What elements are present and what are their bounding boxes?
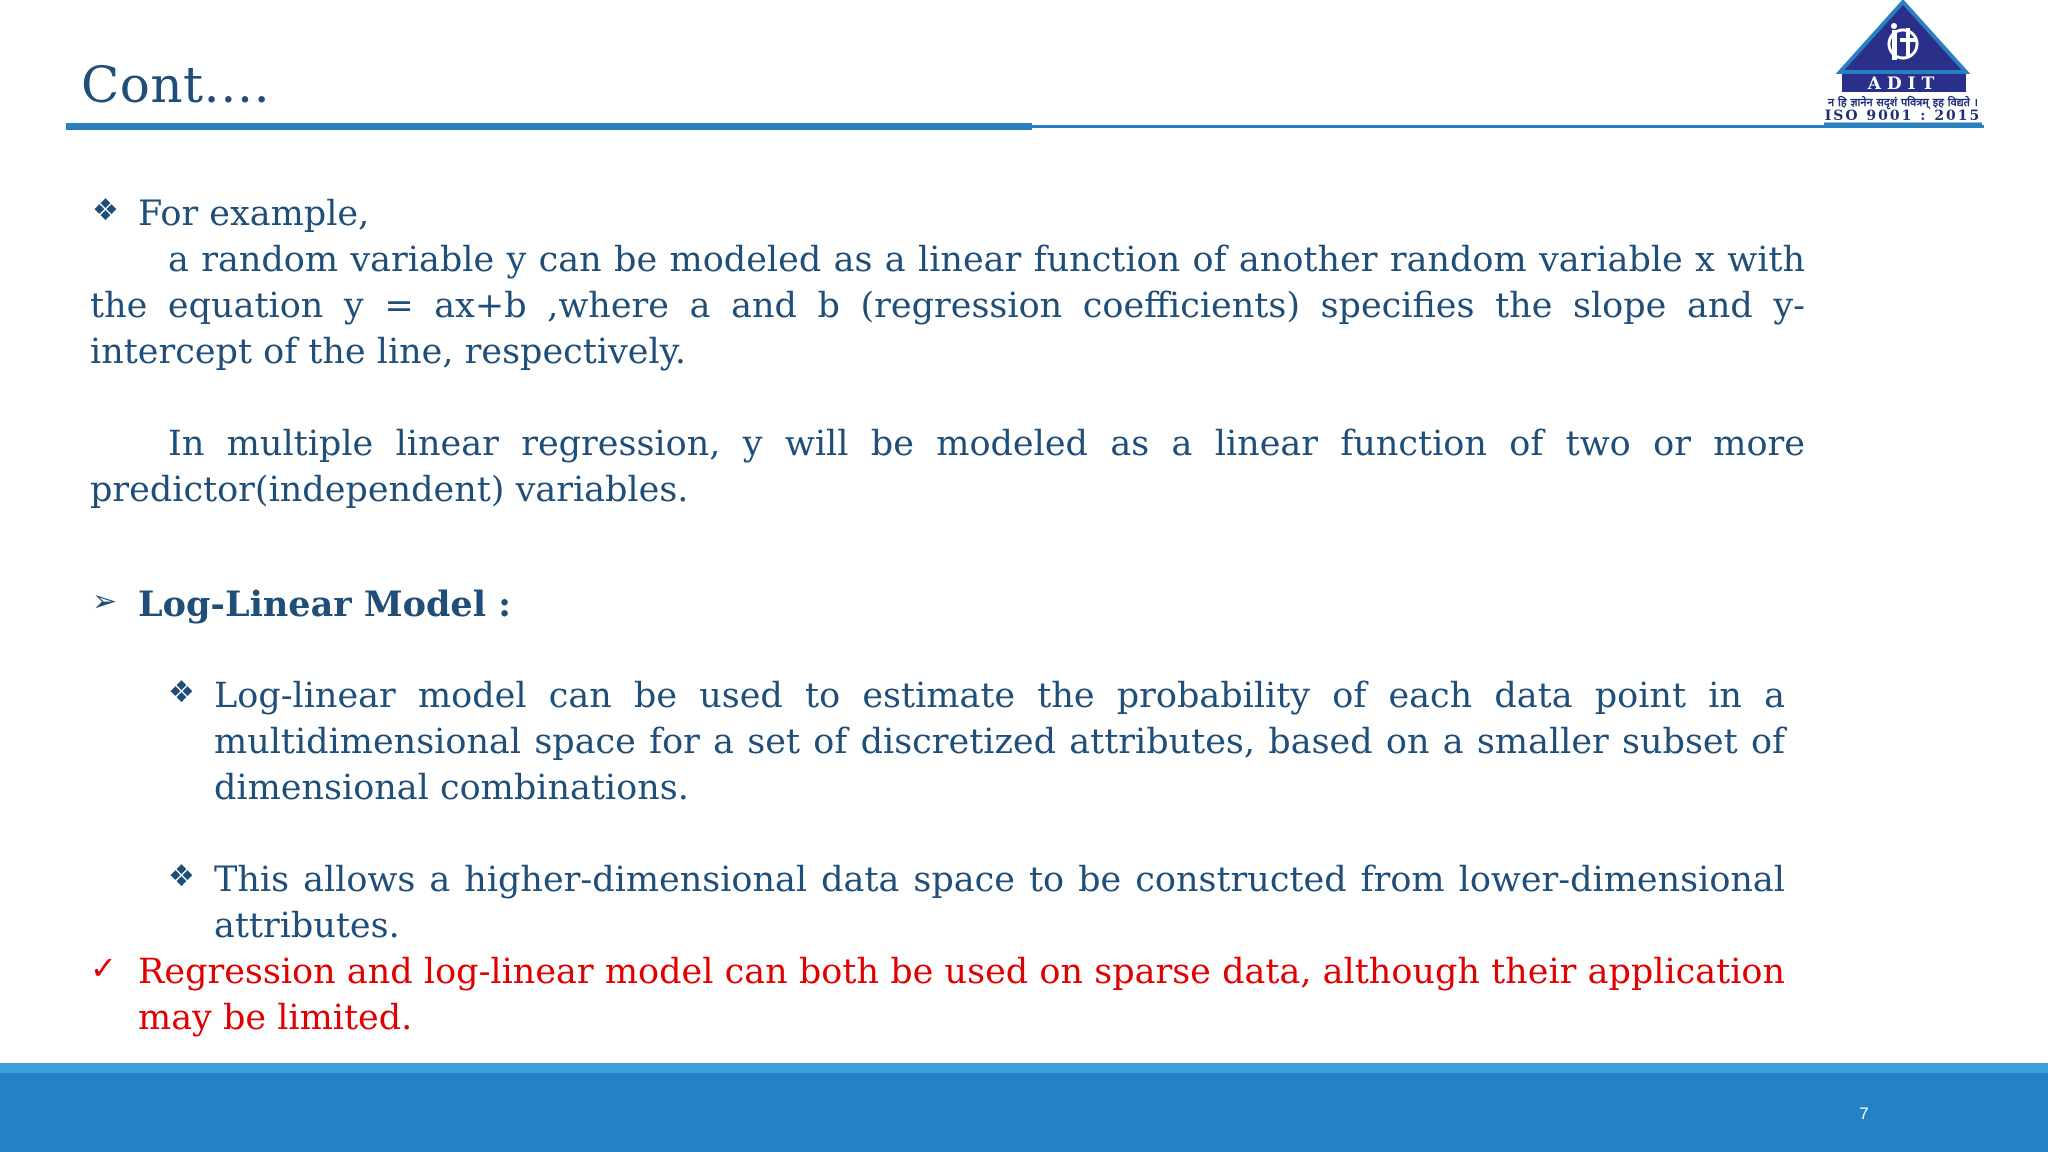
logo-iso-text: ISO 9001 : 2015: [1824, 108, 1982, 124]
arrow-bullet-icon: ➢: [92, 584, 118, 619]
example-lead: For example,: [138, 194, 370, 234]
multiple-regression-text: In multiple linear regression, y will be modeled as a linear function of two or more predictor(independent) variables.: [90, 424, 1805, 510]
diamond-bullet-icon: ❖: [168, 675, 195, 710]
page-number: 7: [1859, 1104, 1869, 1123]
footer-band: [0, 1063, 2048, 1152]
slide-title: Cont.…: [81, 56, 271, 114]
check-bullet-icon: ✓: [90, 949, 117, 987]
loglinear-point-2: This allows a higher-dimensional data space to be constructed from lower-dimensional attributes.: [214, 860, 1785, 946]
sparse-data-note: Regression and log-linear model can both be used on sparse data, although their application may be limited.: [138, 952, 1785, 1038]
loglinear-point-1: Log-linear model can be used to estimate the probability of each data point in a multidimensional space for a set of discretized attributes, based on a smaller subset of dimensional combinations.: [214, 676, 1785, 808]
footer-top-line: [0, 1063, 2048, 1073]
example-text: a random variable y can be modeled as a linear function of another random variable x with the equation y = ax+b ,where a and b (regression coefficients) specifies the slope and y-intercept of the line, respectively.: [90, 240, 1805, 372]
diamond-bullet-icon: ❖: [168, 859, 195, 894]
svg-text:ADIT: ADIT: [1867, 74, 1941, 94]
loglinear-heading: Log-Linear Model :: [138, 584, 512, 625]
title-underline-thick: [66, 123, 1032, 130]
diamond-bullet-icon: ❖: [92, 193, 119, 228]
logo-motto: न हि ज्ञानेन सदृशं पवित्रम् इह विद्यते ।: [1828, 96, 1978, 109]
